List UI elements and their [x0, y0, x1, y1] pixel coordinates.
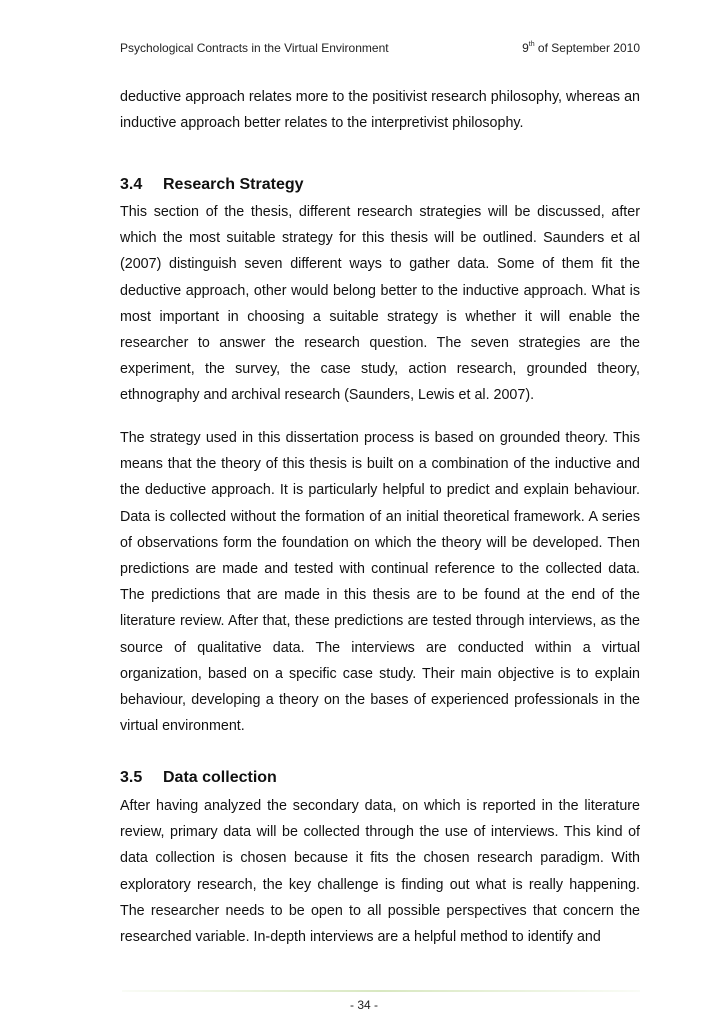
header-date-rest: of September 2010: [534, 41, 640, 55]
section-3-4-body: [120, 199, 640, 409]
header-date: [522, 40, 640, 56]
section-3-4-body-2: [120, 425, 640, 739]
intro-block: [120, 84, 640, 136]
header-date-suffix: th: [528, 41, 535, 48]
section-3-5-heading: [120, 768, 640, 788]
section-title: Data collection: [163, 769, 277, 786]
page-number: - 34 -: [349, 998, 378, 1012]
section-3-4-heading: [120, 175, 640, 195]
header-title: Psychological Contracts in the Virtual Environment: [120, 41, 389, 55]
section-3-5-body: [120, 793, 640, 950]
header-date-day: 9: [522, 41, 529, 55]
collection-paragraph-1: After having analyzed the secondary data, on which is reported in the literature review, primary data will be collected through the use of interviews. This kind of data collection is chosen because it fits the chosen research paradigm. With exploratory research, the key challenge is finding out what is really happening. The researcher needs to be open to all possible perspectives that concern the researched variable. In-depth interviews are a helpful method to identify and: [120, 798, 640, 946]
strategy-paragraph-1: This section of the thesis, different research strategies will be discussed, after which the most suitable strategy for this thesis will be outlined. Saunders et al (2007) distinguish seven different ways to gather data. Some of them fit the deductive approach, other would belong better to the inductive approach. What is most important in choosing a suitable strategy is whether it will enable the researcher to answer the research question. The seven strategies are the experiment, the survey, the case study, action research, grounded theory, ethnography and archival research (Saunders, Lewis et al. 2007).: [120, 204, 640, 404]
strategy-paragraph-2: The strategy used in this dissertation process is based on grounded theory. This means that the theory of this thesis is built on a combination of the inductive and the deductive approach. It is particularly helpful to predict and explain behaviour. Data is collected without the formation of an initial theoretical framework. A series of observations form the foundation on which the theory will be developed. Then predictions are made and tested with continual reference to the collected data. The predictions that are made in this thesis are to be found at the end of the literature review. After that, these predictions are tested through interviews, as the source of qualitative data. The interviews are conducted within a virtual organization, based on a specific case study. Their main objective is to explain behaviour, developing a theory on the bases of experienced professionals in the virtual environment.: [120, 430, 640, 735]
intro-paragraph: deductive approach relates more to the positivist research philosophy, whereas an inductive approach better relates to the interpretivist philosophy.: [120, 89, 640, 132]
section-title: Research Strategy: [163, 176, 304, 193]
footer-divider: [122, 990, 640, 992]
section-number: 3.5: [120, 769, 143, 786]
section-number: 3.4: [120, 176, 143, 193]
